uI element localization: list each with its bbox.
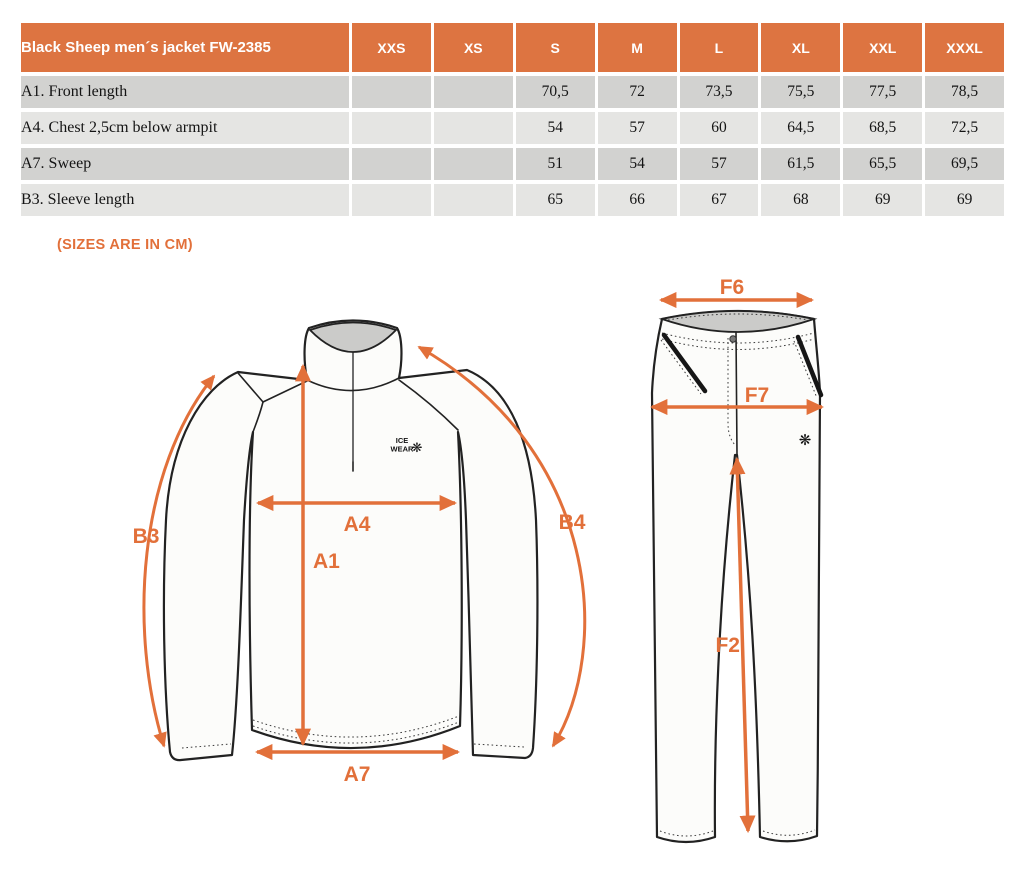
col-header-l: L (680, 23, 759, 72)
label-a1: A1 (313, 550, 340, 573)
snowflake-icon: ❋ (798, 432, 812, 449)
snowflake-icon: ❋ (411, 440, 423, 455)
label-b4: B4 (558, 511, 586, 534)
size-table (18, 19, 1007, 220)
col-header-s: S (516, 23, 595, 72)
col-header-xxs: XXS (352, 23, 431, 72)
row-label: A4. Chest 2,5cm below armpit (21, 112, 349, 144)
label-b3: B3 (132, 525, 160, 548)
jacket-body-outline (164, 321, 538, 761)
col-header-xxxl: XXXL (925, 23, 1004, 72)
table-row: A7. Sweep 51 54 57 61,5 65,5 69,5 (21, 148, 1004, 180)
col-header-xxl: XXL (843, 23, 922, 72)
col-header-m: M (598, 23, 677, 72)
product-title: Black Sheep men´s jacket FW-2385 (21, 23, 349, 72)
row-label: B3. Sleeve length (21, 184, 349, 216)
logo-text-line1: ICE (395, 436, 409, 445)
label-a7: A7 (343, 763, 371, 786)
sizes-unit-note: (SIZES ARE IN CM) (57, 237, 193, 253)
row-label: A7. Sweep (21, 148, 349, 180)
col-header-xs: XS (434, 23, 513, 72)
label-a4: A4 (343, 513, 371, 536)
label-f2: F2 (715, 634, 740, 657)
size-table-header-row (21, 23, 1004, 72)
jacket-technical-drawing (120, 300, 610, 800)
label-f6: F6 (719, 276, 745, 299)
table-row: A1. Front length 70,5 72 73,5 75,5 77,5 78,5 (21, 76, 1004, 108)
table-row: A4. Chest 2,5cm below armpit 54 57 60 64,5 68,5 72,5 (21, 112, 1004, 144)
pants-fly-seam (736, 332, 737, 455)
row-label: A1. Front length (21, 76, 349, 108)
pants-technical-drawing (630, 275, 850, 855)
logo-text-line2: WEAR (390, 444, 414, 454)
label-f7: F7 (744, 384, 770, 407)
waist-button (730, 336, 736, 342)
col-header-xl: XL (761, 23, 840, 72)
table-row: B3. Sleeve length 65 66 67 68 69 69 (21, 184, 1004, 216)
